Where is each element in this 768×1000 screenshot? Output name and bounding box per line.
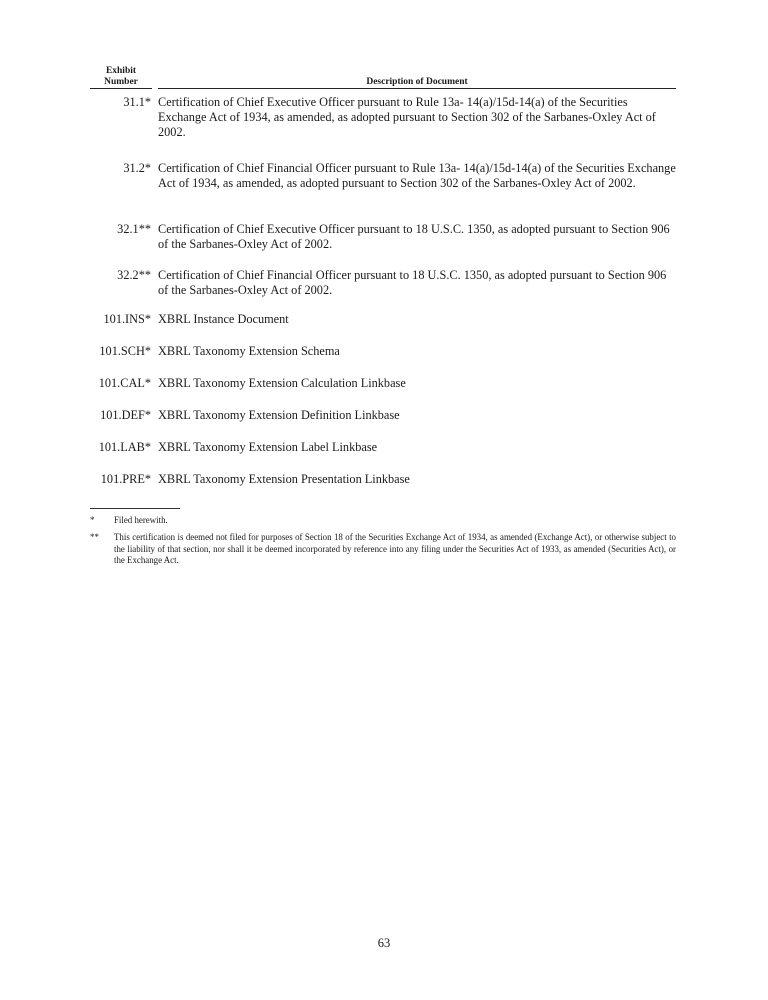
exhibit-description: Certification of Chief Executive Officer pursuant to Rule 13a- 14(a)/15d-14(a) of the Securities Exchange Act of 1934, as amended, as adopted pursuant to Section 302 of the Sarbanes-Oxley Act of 2002. bbox=[158, 95, 656, 139]
exhibit-description: XBRL Instance Document bbox=[158, 312, 289, 326]
table-row bbox=[90, 408, 676, 423]
exhibit-number: 101.PRE* bbox=[100, 472, 151, 486]
footnote-mark: ** bbox=[90, 532, 99, 542]
exhibit-description: Certification of Chief Executive Officer pursuant to 18 U.S.C. 1350, as adopted pursuant to Section 906 of the Sarbanes-Oxley Act of 2002. bbox=[158, 222, 670, 251]
table-row bbox=[90, 376, 676, 391]
page-number: 63 bbox=[377, 936, 391, 950]
table-row bbox=[90, 161, 676, 191]
footnote-mark: * bbox=[90, 515, 95, 525]
exhibit-number: 31.2* bbox=[123, 161, 151, 175]
footnote-divider bbox=[90, 508, 180, 509]
table-header bbox=[90, 66, 676, 90]
exhibit-description: XBRL Taxonomy Extension Definition Linkbase bbox=[158, 408, 400, 422]
exhibit-number: 101.LAB* bbox=[98, 440, 151, 454]
exhibit-description: XBRL Taxonomy Extension Calculation Linkbase bbox=[158, 376, 406, 390]
exhibit-number: 31.1* bbox=[123, 95, 151, 109]
footnote-text: This certification is deemed not filed for purposes of Section 18 of the Securities Exchange Act of 1934, as amended (Exchange Act), or otherwise subject to the liability of that section, nor shall it be deemed incorporated by reference into any filing under the Securities Act of 1933, as amended (Securities Act), or the Exchange Act. bbox=[114, 532, 676, 565]
table-row bbox=[90, 344, 676, 359]
exhibit-description: XBRL Taxonomy Extension Presentation Linkbase bbox=[158, 472, 410, 486]
table-row bbox=[90, 472, 676, 487]
table-row bbox=[90, 222, 676, 252]
footnote bbox=[90, 515, 676, 527]
exhibit-number: 101.DEF* bbox=[100, 408, 151, 422]
exhibit-number-header bbox=[90, 66, 152, 89]
table-row bbox=[90, 312, 676, 327]
exhibit-number: 101.CAL* bbox=[98, 376, 151, 390]
exhibit-number: 101.INS* bbox=[103, 312, 151, 326]
table-row bbox=[90, 440, 676, 455]
exhibit-number: 32.1** bbox=[117, 222, 151, 236]
exhibit-description: Certification of Chief Financial Officer pursuant to Rule 13a- 14(a)/15d-14(a) of the Securities Exchange Act of 1934, as amended, as adopted pursuant to Section 302 of the Sarbanes-Oxley Act of 2002. bbox=[158, 161, 676, 190]
footnote bbox=[90, 532, 676, 567]
table-row bbox=[90, 95, 676, 140]
exhibit-description: XBRL Taxonomy Extension Label Linkbase bbox=[158, 440, 378, 454]
footnote-text: Filed herewith. bbox=[114, 515, 168, 525]
description-header: Description of Document bbox=[158, 77, 676, 89]
exhibit-description: Certification of Chief Financial Officer pursuant to 18 U.S.C. 1350, as adopted pursuant to Section 906 of the Sarbanes-Oxley Act of 2002. bbox=[158, 268, 667, 297]
exhibit-description: XBRL Taxonomy Extension Schema bbox=[158, 344, 340, 358]
exhibit-number-header-line1: Exhibit bbox=[105, 66, 137, 76]
exhibit-number: 101.SCH* bbox=[99, 344, 151, 358]
exhibit-number: 32.2** bbox=[117, 268, 151, 282]
exhibit-number-header-line2: Number bbox=[90, 77, 152, 89]
table-row bbox=[90, 268, 676, 298]
